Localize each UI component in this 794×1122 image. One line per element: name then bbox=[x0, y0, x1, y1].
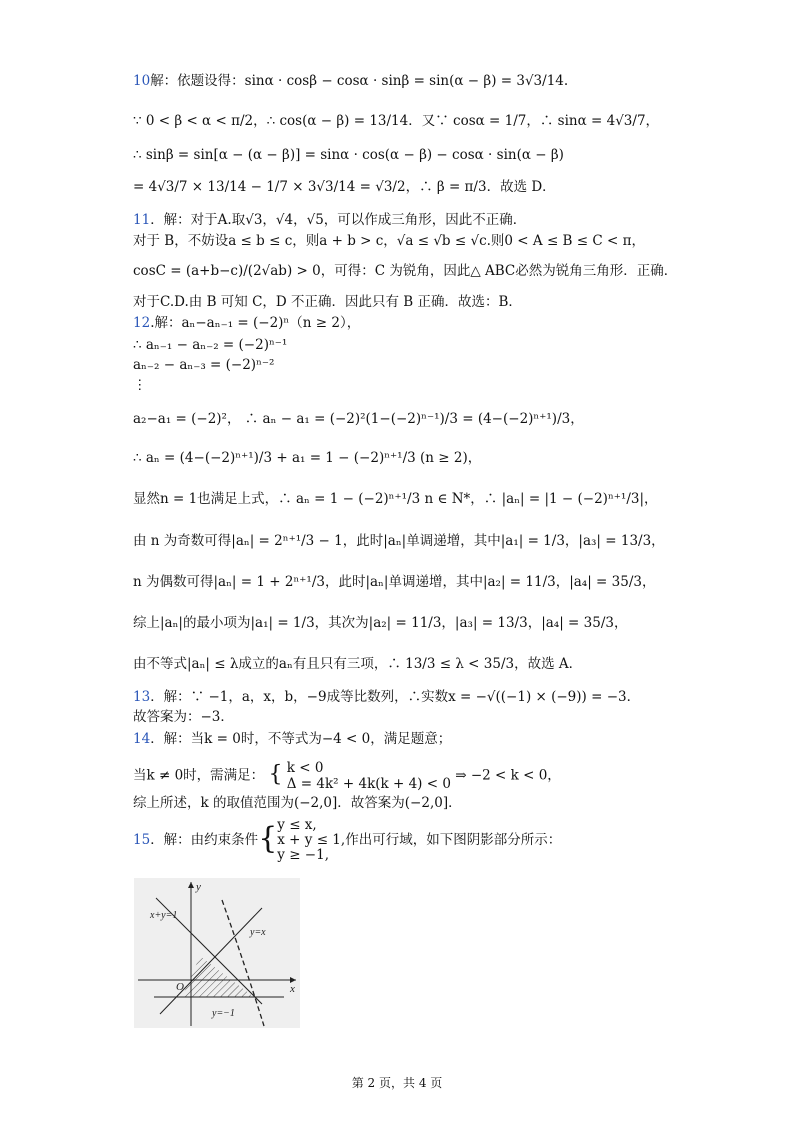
q12-line-11: 由不等式|aₙ| ≤ λ成立的aₙ有且只有三项，∴ 13/3 ≤ λ < 35/3，故选 A． bbox=[133, 656, 583, 672]
q11-line-2: 对于 B，不妨设a ≤ b ≤ c，则a + b > c，√a ≤ √b ≤ √c.则0 < A ≤ B ≤ C < π， bbox=[133, 233, 645, 249]
q12-line-9: n 为偶数可得|aₙ| = 1 + 2ⁿ⁺¹/3，此时|aₙ|单调递增，其中|a₂| = 11/3，|a₄| = 35/3， bbox=[133, 574, 656, 590]
q15-system: y ≤ x, x + y ≤ 1, y ≥ −1, bbox=[277, 817, 346, 863]
line-y-eq-x bbox=[160, 908, 262, 1014]
q14-system: k < 0 Δ = 4k² + 4k(k + 4) < 0 bbox=[286, 760, 451, 792]
q12-line-5: a₂−a₁ = (−2)²， ∴ aₙ − a₁ = (−2)²(1−(−2)ⁿ⁻¹)/3 = (4−(−2)ⁿ⁺¹)/3， bbox=[133, 411, 584, 427]
y-axis-arrow bbox=[188, 882, 194, 888]
q14-line-3: 综上所述，k 的取值范围为(−2,0]．故答案为(−2,0]． bbox=[133, 795, 462, 811]
q13-number: 13 bbox=[133, 689, 151, 705]
q12-line-6: ∴ aₙ = (4−(−2)ⁿ⁺¹)/3 + a₁ = 1 − (−2)ⁿ⁺¹/3 (n ≥ 2)， bbox=[133, 450, 482, 466]
q15-line-1: 15．解：由约束条件{ y ≤ x, x + y ≤ 1, y ≥ −1, 作出可行域，如下图阴影部分所示： bbox=[133, 817, 562, 863]
q11-number: 11 bbox=[133, 212, 151, 228]
label-x-plus-y-eq-1: x+y=1 bbox=[150, 910, 178, 921]
feasible-region-figure bbox=[134, 878, 300, 1028]
q14-brace: { bbox=[268, 762, 283, 787]
q10-line-1: 10解：依题设得：sinα · cosβ − cosα · sinβ = sin(α − β) = 3√3/14. bbox=[133, 73, 569, 89]
q10-line-3: ∴ sinβ = sin[α − (α − β)] = sinα · cos(α − β) − cosα · sin(α − β) bbox=[133, 147, 564, 163]
q12-line-7: 显然n = 1也满足上式，∴ aₙ = 1 − (−2)ⁿ⁺¹/3 n ∈ N*，∴ |aₙ| = |1 − (−2)ⁿ⁺¹/3|， bbox=[133, 491, 658, 507]
q12-line-8: 由 n 为奇数可得|aₙ| = 2ⁿ⁺¹/3 − 1，此时|aₙ|单调递增，其中|a₁| = 1/3，|a₃| = 13/3， bbox=[133, 533, 665, 549]
q12-line-10: 综上|aₙ|的最小项为|a₁| = 1/3，其次为|a₂| = 11/3，|a₃| = 13/3，|a₄| = 35/3， bbox=[133, 615, 628, 631]
q10-number: 10 bbox=[133, 73, 151, 89]
q13-line-2: 故答案为：−3． bbox=[133, 709, 234, 725]
q12-line-3: aₙ₋₂ − aₙ₋₃ = (−2)ⁿ⁻² bbox=[133, 357, 275, 373]
q10-line-4: = 4√3/7 × 13/14 − 1/7 × 3√3/14 = √3/2，∴ β = π/3．故选 D． bbox=[133, 179, 556, 195]
feasible-region-graph bbox=[134, 878, 300, 1028]
q13-line-1: 13．解：∵ −1，a，x，b，−9成等比数列，∴实数x = −√((−1) × (−9)) = −3． bbox=[133, 689, 641, 705]
label-x-axis: x bbox=[290, 983, 295, 995]
q10-line-2: ∵ 0 < β < α < π/2，∴ cos(α − β) = 13/14．又∵ cosα = 1/7，∴ sinα = 4√3/7， bbox=[133, 113, 660, 129]
q15-brace: { bbox=[258, 820, 278, 856]
q14-line-1: 14．解：当k = 0时，不等式为−4 < 0，满足题意； bbox=[133, 731, 452, 747]
q11-line-4: 对于C.D.由 B 可知 C，D 不正确．因此只有 B 正确．故选：B． bbox=[133, 294, 522, 310]
label-origin: O bbox=[176, 981, 184, 993]
q14-number: 14 bbox=[133, 731, 151, 747]
q12-line-4: ⋮ bbox=[133, 377, 147, 393]
label-y-axis: y bbox=[196, 881, 201, 893]
q12-line-2: ∴ aₙ₋₁ − aₙ₋₂ = (−2)ⁿ⁻¹ bbox=[133, 337, 288, 353]
q11-line-3: cosC = (a+b−c)/(2√ab) > 0，可得：C 为锐角，因此△ ABC必然为锐角三角形．正确． bbox=[133, 263, 678, 279]
label-y-eq-minus-1: y=−1 bbox=[212, 1008, 235, 1019]
label-y-eq-x: y=x bbox=[250, 927, 266, 938]
page-footer: 第 2 页，共 4 页 bbox=[351, 1076, 443, 1090]
q12-line-1: 12.解：aₙ−aₙ₋₁ = (−2)ⁿ（n ≥ 2）， bbox=[133, 315, 361, 331]
q11-line-1: 11．解：对于A.取√3，√4，√5，可以作成三角形，因此不正确． bbox=[133, 212, 527, 228]
q15-number: 15 bbox=[133, 832, 151, 848]
q14-line-2: 当k ≠ 0时，需满足： { k < 0 Δ = 4k² + 4k(k + 4) < 0 ⇒ −2 < k < 0， bbox=[133, 760, 561, 792]
q12-number: 12 bbox=[133, 315, 151, 331]
